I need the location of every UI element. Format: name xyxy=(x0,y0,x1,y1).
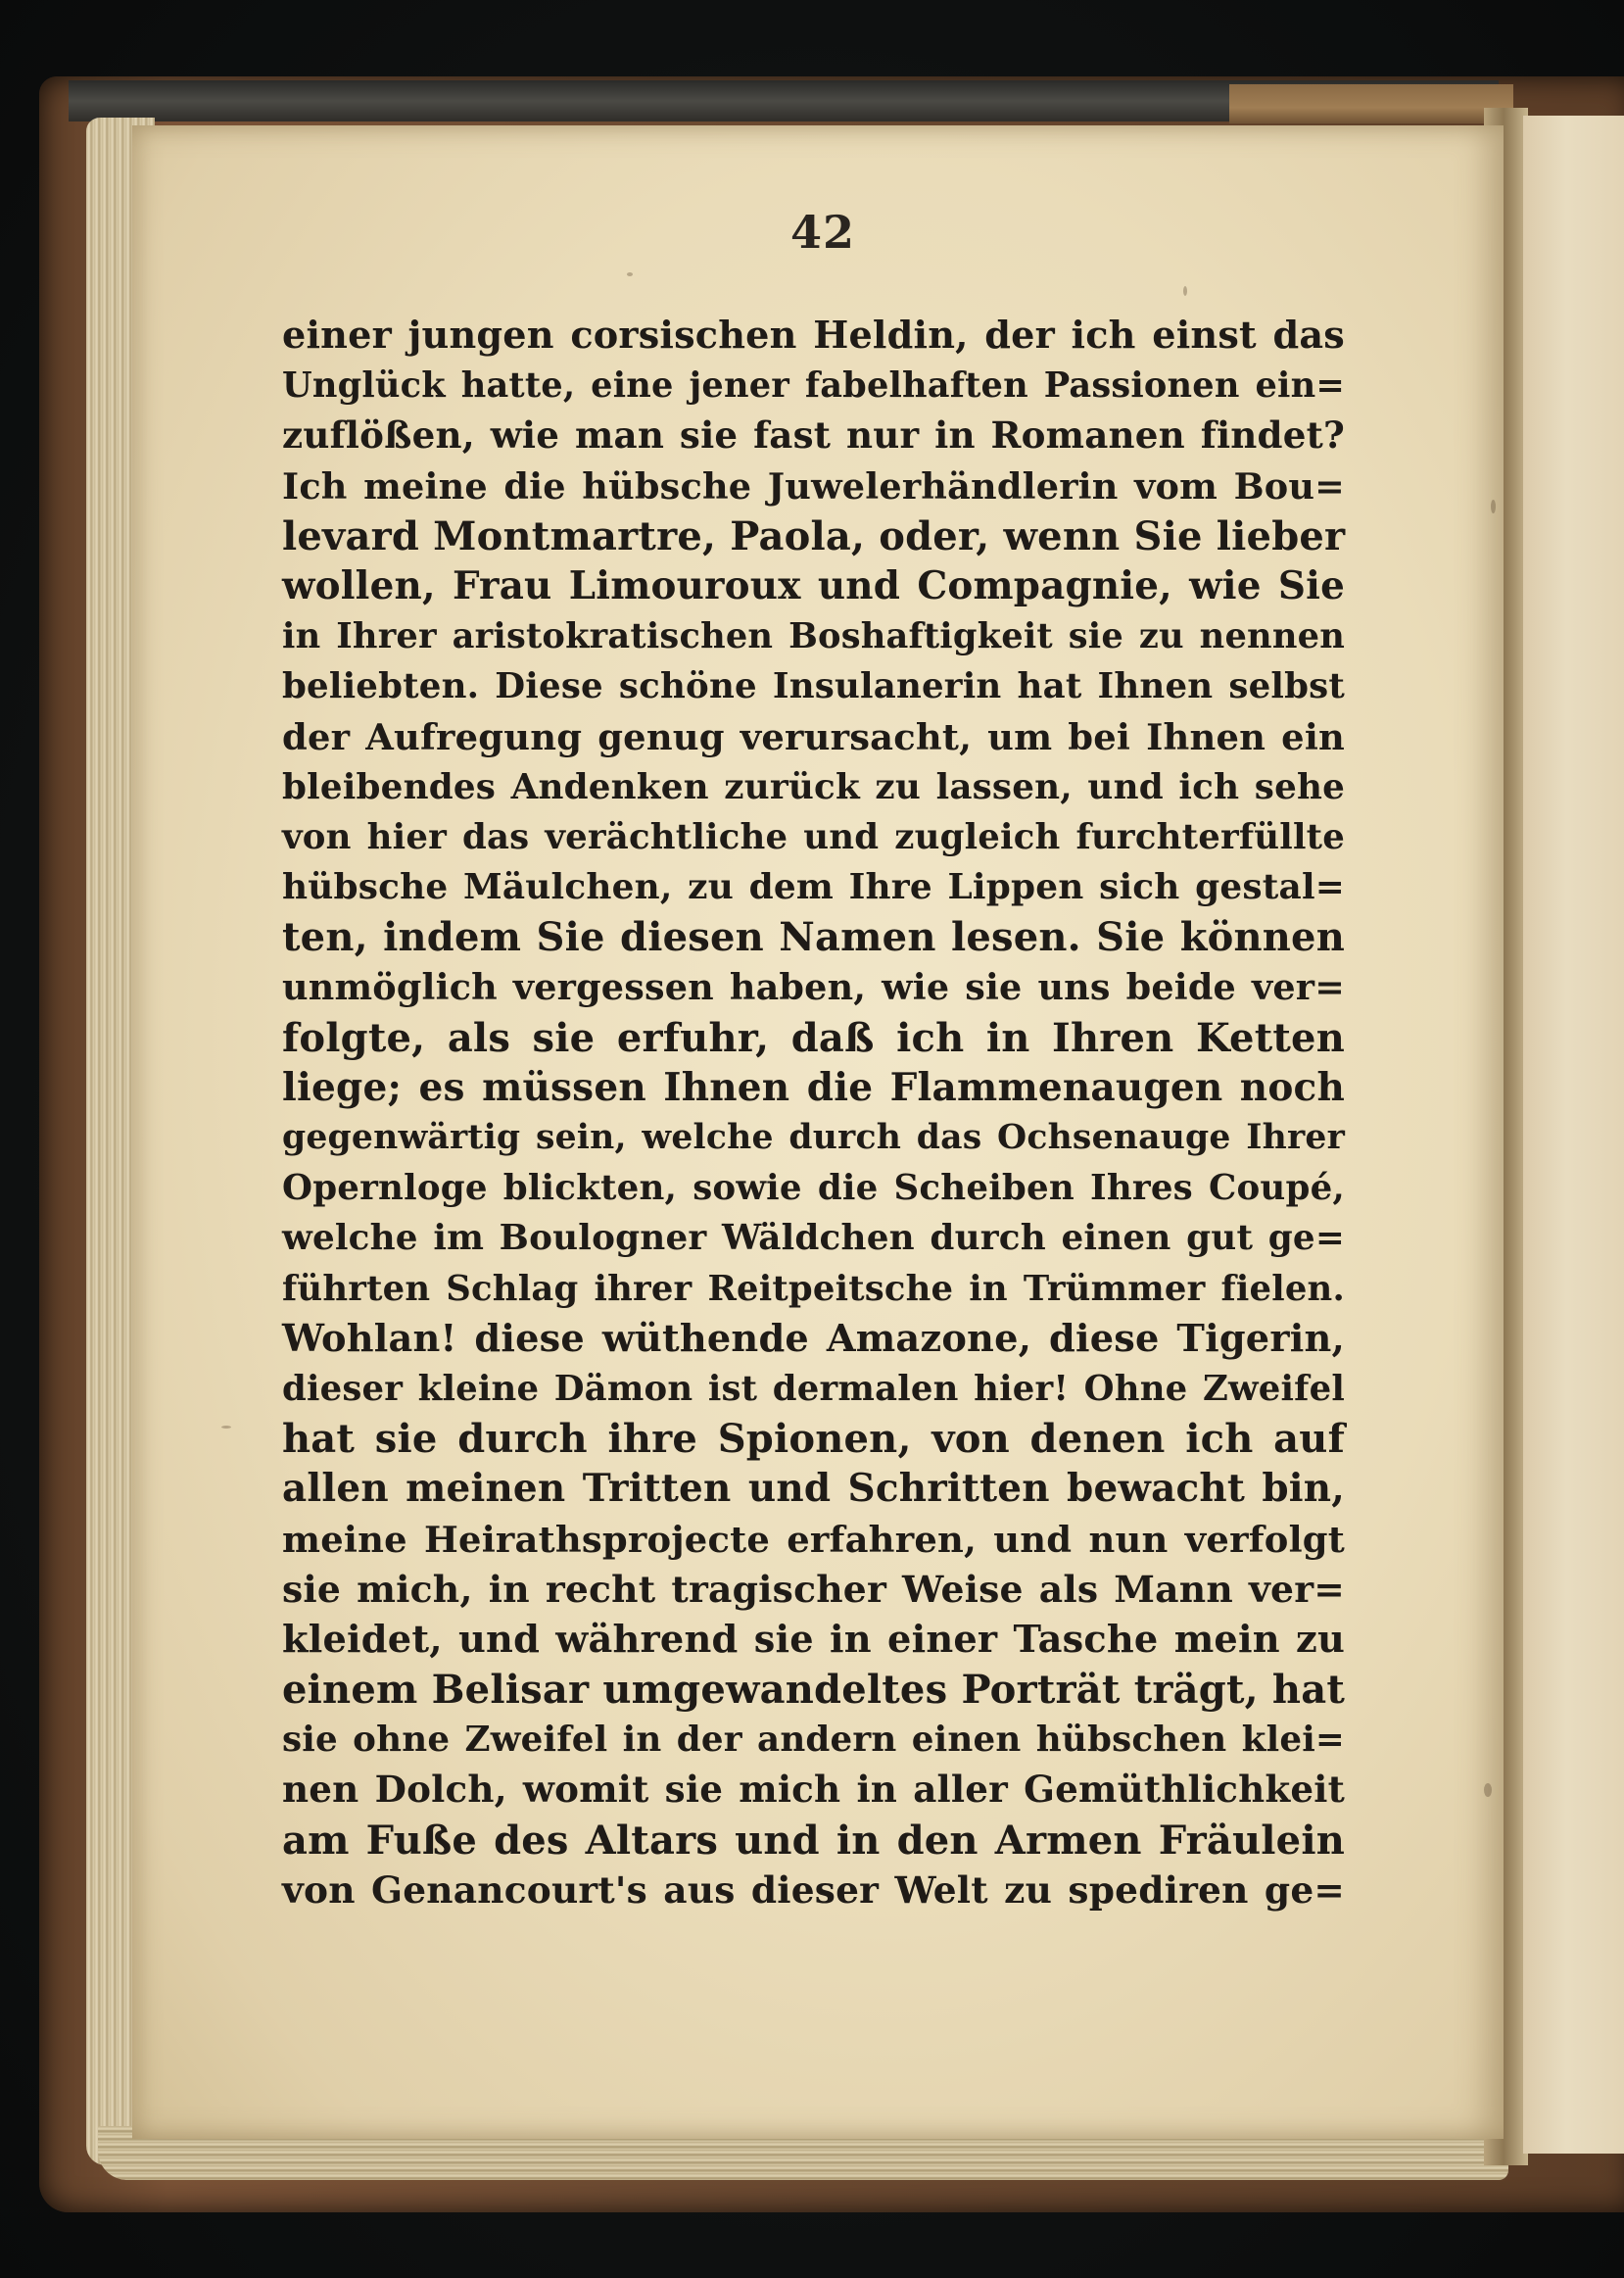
text-line: der Aufregung genug verursacht, um bei Ihnen ein xyxy=(282,714,1345,758)
text-line: levard Montmartre, Paola, oder, wenn Sie lieber xyxy=(282,512,1346,559)
text-line: einem Belisar umgewandeltes Porträt trägt, hat xyxy=(282,1667,1345,1714)
paper-speck xyxy=(1491,500,1496,513)
text-line: beliebten. Diese schöne Insulanerin hat Ihnen selbst xyxy=(282,666,1345,707)
text-line: meine Heirathsprojecte erfahren, und nun verfolgt xyxy=(282,1517,1345,1561)
page-number: 42 xyxy=(789,206,855,259)
text-line: gegenwärtig sein, welche durch das Ochsenauge Ihrer xyxy=(282,1118,1345,1157)
text-line: am Fuße des Altars und in den Armen Fräulein xyxy=(282,1817,1345,1864)
text-line: sie mich, in recht tragischer Weise als Mann ver= xyxy=(282,1567,1345,1611)
paper-speck xyxy=(627,272,633,276)
text-line: bleibendes Andenken zurück zu lassen, und ich sehe xyxy=(282,765,1345,807)
text-line: von hier das verächtliche und zugleich furchterfüllte xyxy=(282,816,1345,857)
paper-speck xyxy=(1183,286,1187,296)
text-line: kleidet, und während sie in einer Tasche mein zu xyxy=(282,1617,1345,1662)
text-line: folgte, als sie erfuhr, daß ich in Ihren Ketten xyxy=(282,1014,1345,1061)
text-line: führten Schlag ihrer Reitpeitsche in Trümmer fielen. xyxy=(282,1268,1345,1309)
facing-page xyxy=(1523,116,1624,2154)
paper-speck xyxy=(1484,1783,1492,1797)
text-line: unmöglich vergessen haben, wie sie uns beide ver= xyxy=(282,966,1345,1009)
text-line: dieser kleine Dämon ist dermalen hier! Ohne Zweifel xyxy=(282,1368,1345,1409)
text-line: in Ihrer aristokratischen Boshaftigkeit sie zu nennen xyxy=(282,616,1345,657)
text-line: sie ohne Zweifel in der andern einen hübschen klei= xyxy=(282,1720,1345,1761)
text-line: allen meinen Tritten und Schritten bewacht bin, xyxy=(282,1466,1345,1512)
text-line: Unglück hatte, eine jener fabelhaften Passionen ein= xyxy=(282,365,1345,407)
text-line: wollen, Frau Limouroux und Compagnie, wie Sie xyxy=(282,563,1345,608)
body-text xyxy=(282,311,1345,1915)
text-line: liege; es müssen Ihnen die Flammenaugen noch xyxy=(282,1064,1345,1110)
text-line: Ich meine die hübsche Juwelerhändlerin vom Bou= xyxy=(282,464,1345,508)
text-line: von Genancourt's aus dieser Welt zu spediren ge= xyxy=(282,1867,1345,1912)
paper-speck xyxy=(221,1426,231,1429)
text-line: Wohlan! diese wüthende Amazone, diese Tigerin, xyxy=(282,1316,1345,1361)
text-line: hat sie durch ihre Spionen, von denen ich auf xyxy=(282,1416,1345,1463)
text-line: einer jungen corsischen Heldin, der ich einst das xyxy=(282,314,1345,358)
cover-top-edge-right xyxy=(1229,84,1513,123)
text-line: ten, indem Sie diesen Namen lesen. Sie können xyxy=(282,914,1345,961)
text-line: hübsche Mäulchen, zu dem Ihre Lippen sich gestal= xyxy=(282,866,1345,908)
text-line: nen Dolch, womit sie mich in aller Gemüthlichkeit xyxy=(282,1768,1345,1812)
text-line: Opernloge blickten, sowie die Scheiben Ihres Coupé, xyxy=(282,1168,1345,1209)
text-line: zuflößen, wie man sie fast nur in Romanen findet? xyxy=(282,413,1345,458)
text-line: welche im Boulogner Wäldchen durch einen gut ge= xyxy=(282,1217,1345,1259)
